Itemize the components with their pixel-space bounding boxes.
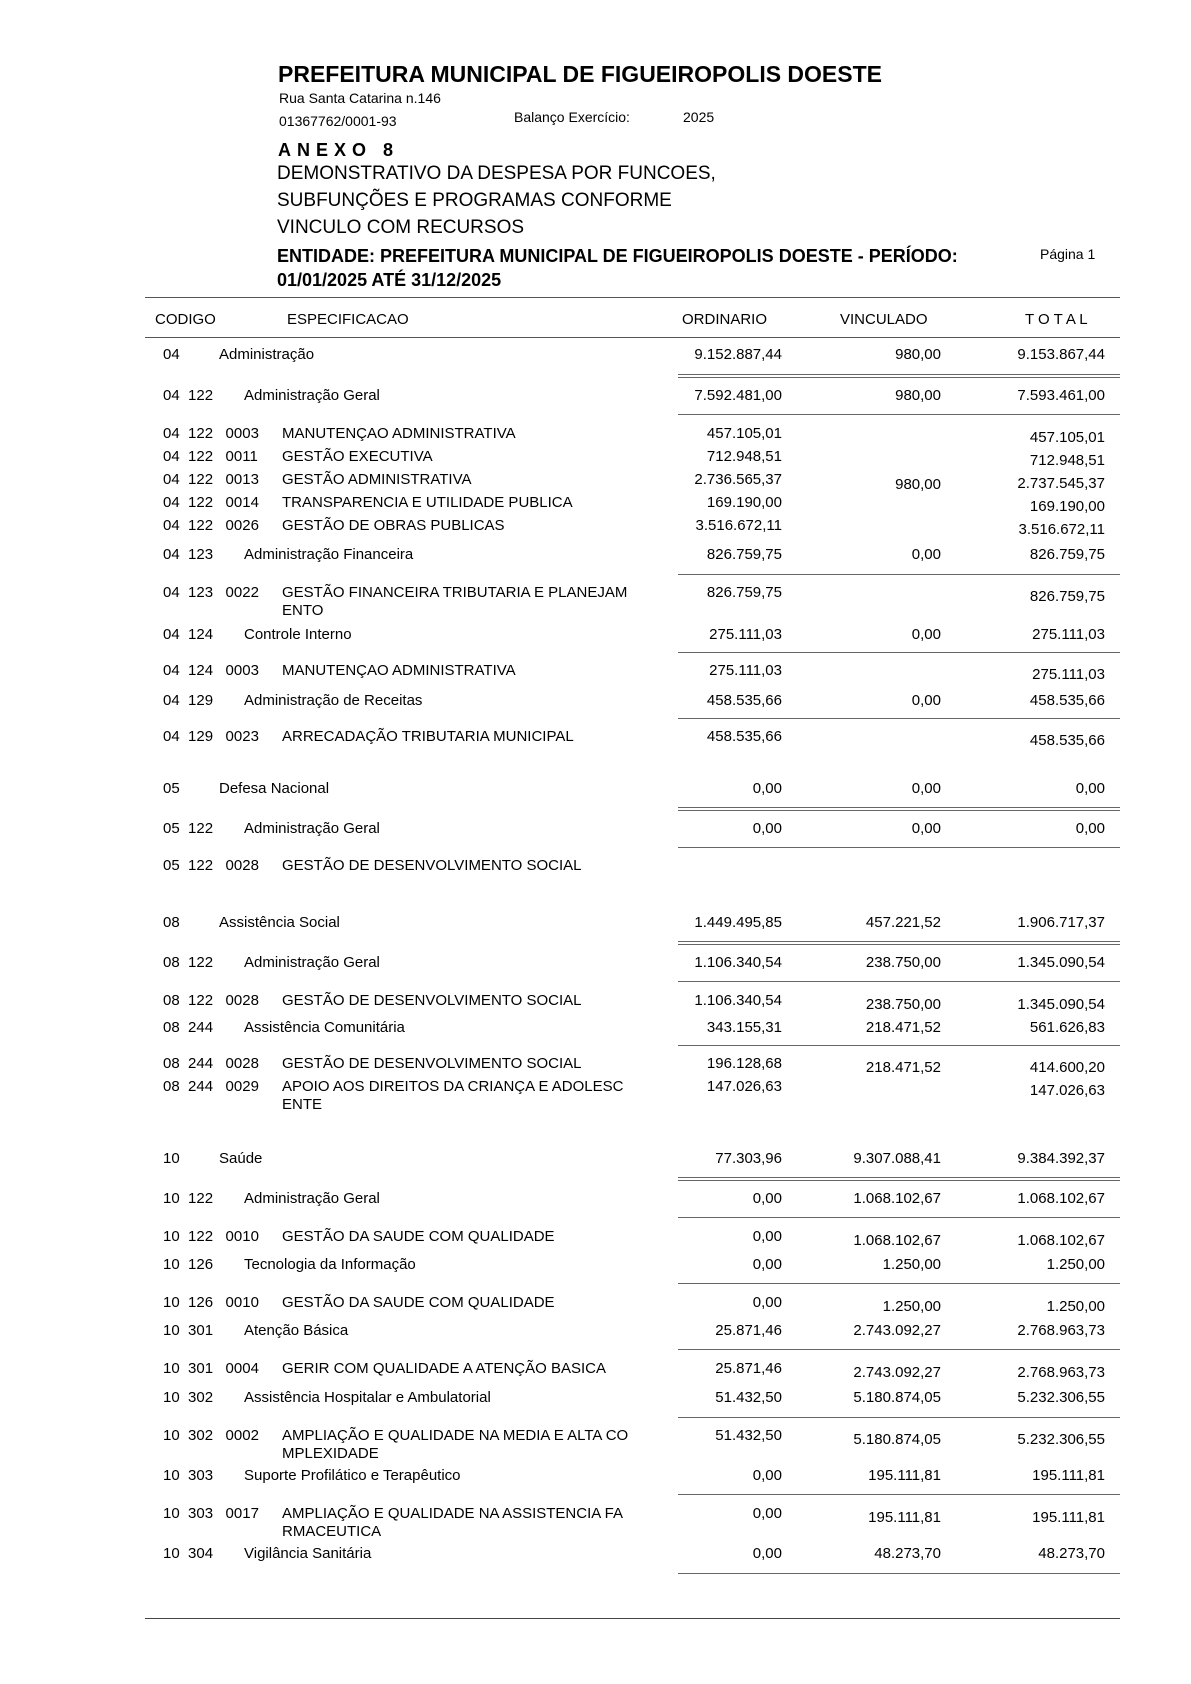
row-code: 10 126 xyxy=(163,1256,214,1273)
row-description: Suporte Profilático e Terapêutico xyxy=(244,1467,461,1484)
subfunction-row xyxy=(0,954,1191,974)
row-ordinary-value: 169.190,00 xyxy=(706,494,782,511)
row-code: 04 122 0011 xyxy=(163,448,258,465)
row-code: 10 xyxy=(163,1150,180,1167)
row-linked-value: 0,00 xyxy=(911,546,941,563)
row-ordinary-value: 9.152.887,44 xyxy=(694,346,782,363)
row-total-value: 712.948,51 xyxy=(1029,452,1105,469)
row-code: 10 302 xyxy=(163,1389,214,1406)
subfunction-row xyxy=(0,1389,1191,1409)
row-code: 10 302 0002 xyxy=(163,1427,259,1444)
row-rule xyxy=(678,1045,1120,1046)
program-row xyxy=(0,425,1191,445)
row-total-value: 0,00 xyxy=(1075,780,1105,797)
row-total-value: 3.516.672,11 xyxy=(1018,521,1105,538)
row-total-value: 275.111,03 xyxy=(1032,626,1105,643)
program-row xyxy=(0,517,1191,537)
row-rule xyxy=(678,847,1120,848)
document-title: PREFEITURA MUNICIPAL DE FIGUEIROPOLIS DOESTE xyxy=(278,61,883,87)
row-ordinary-value: 25.871,46 xyxy=(715,1360,782,1377)
row-rule xyxy=(678,1349,1120,1350)
subfunction-row xyxy=(0,1190,1191,1210)
row-rule xyxy=(678,1573,1120,1574)
row-ordinary-value: 826.759,75 xyxy=(706,546,782,563)
subfunction-row xyxy=(0,387,1191,407)
row-description: Assistência Social xyxy=(219,914,340,931)
row-total-value: 458.535,66 xyxy=(1029,692,1105,709)
row-code: 08 122 0028 xyxy=(163,992,259,1009)
row-ordinary-value: 3.516.672,11 xyxy=(695,517,782,534)
subfunction-row xyxy=(0,626,1191,646)
row-description: GESTÃO DE DESENVOLVIMENTO SOCIAL xyxy=(282,857,582,874)
row-code: 05 122 xyxy=(163,820,214,837)
program-row xyxy=(0,448,1191,468)
col-header-linked: VINCULADO xyxy=(840,311,928,328)
row-code: 10 304 xyxy=(163,1545,214,1562)
report-description-line3: VINCULO COM RECURSOS xyxy=(277,217,525,238)
row-ordinary-value: 1.106.340,54 xyxy=(694,954,782,971)
subfunction-row xyxy=(0,546,1191,566)
row-rule xyxy=(678,1494,1120,1495)
row-ordinary-value: 2.736.565,37 xyxy=(694,471,782,488)
row-ordinary-value: 1.106.340,54 xyxy=(694,992,782,1009)
row-linked-value: 218.471,52 xyxy=(865,1019,941,1036)
row-rule xyxy=(678,1217,1120,1218)
row-total-value: 1.250,00 xyxy=(1046,1256,1105,1273)
row-description: GESTÃO ADMINISTRATIVA xyxy=(282,471,472,488)
row-total-value: 1.068.102,67 xyxy=(1017,1190,1105,1207)
row-code: 08 122 xyxy=(163,954,214,971)
row-linked-value: 195.111,81 xyxy=(868,1509,941,1526)
row-linked-value: 980,00 xyxy=(895,387,941,404)
row-description: Atenção Básica xyxy=(244,1322,349,1339)
row-total-value: 1.345.090,54 xyxy=(1017,954,1105,971)
report-description-line2: SUBFUNÇÕES E PROGRAMAS CONFORME xyxy=(277,190,672,211)
row-total-value: 826.759,75 xyxy=(1029,546,1105,563)
report-description-line1: DEMONSTRATIVO DA DESPESA POR FUNCOES, xyxy=(277,163,716,184)
row-linked-value: 1.250,00 xyxy=(882,1298,941,1315)
subfunction-row xyxy=(0,1256,1191,1276)
row-rule xyxy=(678,574,1120,575)
row-ordinary-value: 0,00 xyxy=(752,780,782,797)
program-row xyxy=(0,1228,1191,1248)
row-ordinary-value: 51.432,50 xyxy=(715,1427,782,1444)
row-ordinary-value: 826.759,75 xyxy=(706,584,782,601)
program-row xyxy=(0,662,1191,682)
row-ordinary-value: 0,00 xyxy=(752,1505,782,1522)
program-row xyxy=(0,471,1191,491)
row-code: 05 122 0028 xyxy=(163,857,259,874)
row-description: GERIR COM QUALIDADE A ATENÇÃO BASICA xyxy=(282,1360,606,1377)
row-ordinary-value: 712.948,51 xyxy=(706,448,782,465)
row-total-value: 9.384.392,37 xyxy=(1017,1150,1105,1167)
row-rule xyxy=(678,652,1120,653)
annex-title: ANEXO 8 xyxy=(278,140,400,160)
row-code: 04 122 0013 xyxy=(163,471,259,488)
row-total-value: 414.600,20 xyxy=(1029,1059,1105,1076)
cnpj: 01367762/0001-93 xyxy=(279,113,397,129)
subfunction-row xyxy=(0,1019,1191,1039)
row-description: APOIO AOS DIREITOS DA CRIANÇA E ADOLESC ENTE xyxy=(282,1078,624,1113)
row-code: 04 129 xyxy=(163,692,214,709)
row-ordinary-value: 0,00 xyxy=(752,1545,782,1562)
row-code: 10 303 xyxy=(163,1467,214,1484)
program-row xyxy=(0,1055,1191,1075)
entity-period: 01/01/2025 ATÉ 31/12/2025 xyxy=(277,270,502,290)
row-linked-value: 0,00 xyxy=(911,820,941,837)
row-description: GESTÃO DE DESENVOLVIMENTO SOCIAL xyxy=(282,1055,582,1072)
row-code: 08 xyxy=(163,914,180,931)
subfunction-row xyxy=(0,692,1191,712)
subfunction-row xyxy=(0,1322,1191,1342)
col-header-code: CODIGO xyxy=(155,311,216,328)
row-ordinary-value: 77.303,96 xyxy=(715,1150,782,1167)
row-rule xyxy=(678,414,1120,415)
row-description: Tecnologia da Informação xyxy=(244,1256,416,1273)
row-description: MANUTENÇAO ADMINISTRATIVA xyxy=(282,662,516,679)
row-description: GESTÃO DA SAUDE COM QUALIDADE xyxy=(282,1228,555,1245)
header-rule-bottom xyxy=(145,337,1120,338)
row-description: Administração Geral xyxy=(244,387,380,404)
row-description: GESTÃO DA SAUDE COM QUALIDADE xyxy=(282,1294,555,1311)
row-code: 04 124 0003 xyxy=(163,662,259,679)
row-rule xyxy=(678,1417,1120,1418)
row-total-value: 195.111,81 xyxy=(1032,1509,1105,1526)
row-description: GESTÃO EXECUTIVA xyxy=(282,448,433,465)
row-description: Assistência Comunitária xyxy=(244,1019,405,1036)
row-rule xyxy=(678,374,1120,378)
row-ordinary-value: 0,00 xyxy=(752,1467,782,1484)
row-linked-value: 238.750,00 xyxy=(865,996,941,1013)
col-header-spec: ESPECIFICACAO xyxy=(287,311,409,328)
row-ordinary-value: 0,00 xyxy=(752,1256,782,1273)
row-description: Administração Geral xyxy=(244,820,380,837)
row-ordinary-value: 196.128,68 xyxy=(706,1055,782,1072)
row-code: 10 122 xyxy=(163,1190,214,1207)
row-code: 08 244 0028 xyxy=(163,1055,259,1072)
function-row xyxy=(0,1150,1191,1170)
program-row xyxy=(0,1505,1191,1540)
row-total-value: 1.250,00 xyxy=(1046,1298,1105,1315)
row-description: Vigilância Sanitária xyxy=(244,1545,372,1562)
row-ordinary-value: 0,00 xyxy=(752,1190,782,1207)
row-total-value: 1.345.090,54 xyxy=(1017,996,1105,1013)
row-rule xyxy=(678,941,1120,945)
program-row xyxy=(0,728,1191,748)
row-ordinary-value: 275.111,03 xyxy=(709,662,782,679)
row-total-value: 195.111,81 xyxy=(1032,1467,1105,1484)
row-ordinary-value: 147.026,63 xyxy=(706,1078,782,1095)
subfunction-row xyxy=(0,820,1191,840)
row-rule xyxy=(678,807,1120,811)
row-code: 10 301 0004 xyxy=(163,1360,259,1377)
balance-year: 2025 xyxy=(683,109,715,125)
row-code: 05 xyxy=(163,780,180,797)
row-description: Administração Geral xyxy=(244,1190,380,1207)
program-row xyxy=(0,494,1191,514)
footer-rule xyxy=(145,1618,1120,1619)
row-description: Administração xyxy=(219,346,315,363)
row-description: Administração de Receitas xyxy=(244,692,423,709)
row-rule xyxy=(678,1283,1120,1284)
row-ordinary-value: 457.105,01 xyxy=(706,425,782,442)
row-ordinary-value: 7.592.481,00 xyxy=(694,387,782,404)
program-row xyxy=(0,584,1191,619)
program-row xyxy=(0,1294,1191,1314)
row-linked-value: 2.743.092,27 xyxy=(853,1322,941,1339)
row-linked-value: 0,00 xyxy=(911,626,941,643)
row-description: ARRECADAÇÃO TRIBUTARIA MUNICIPAL xyxy=(282,728,574,745)
row-total-value: 7.593.461,00 xyxy=(1017,387,1105,404)
row-description: Administração Financeira xyxy=(244,546,414,563)
row-ordinary-value: 0,00 xyxy=(752,1228,782,1245)
row-total-value: 458.535,66 xyxy=(1029,732,1105,749)
row-linked-value: 48.273,70 xyxy=(874,1545,941,1562)
row-code: 04 123 0022 xyxy=(163,584,259,601)
row-linked-value: 1.068.102,67 xyxy=(853,1232,941,1249)
page-number: Página 1 xyxy=(1040,246,1096,262)
row-rule xyxy=(678,718,1120,719)
row-code: 08 244 xyxy=(163,1019,214,1036)
row-ordinary-value: 1.449.495,85 xyxy=(694,914,782,931)
row-ordinary-value: 51.432,50 xyxy=(715,1389,782,1406)
row-linked-value: 195.111,81 xyxy=(868,1467,941,1484)
balance-label: Balanço Exercício: xyxy=(514,109,630,125)
row-code: 04 124 xyxy=(163,626,214,643)
entity-line1: ENTIDADE: PREFEITURA MUNICIPAL DE FIGUEIROPOLIS DOESTE - PERÍODO: xyxy=(277,246,958,266)
row-linked-value: 218.471,52 xyxy=(865,1059,941,1076)
row-ordinary-value: 25.871,46 xyxy=(715,1322,782,1339)
row-total-value: 826.759,75 xyxy=(1029,588,1105,605)
row-description: Assistência Hospitalar e Ambulatorial xyxy=(244,1389,491,1406)
row-code: 04 xyxy=(163,346,180,363)
row-description: GESTÃO FINANCEIRA TRIBUTARIA E PLANEJAM ENTO xyxy=(282,584,628,619)
row-ordinary-value: 458.535,66 xyxy=(706,692,782,709)
function-row xyxy=(0,914,1191,934)
row-total-value: 561.626,83 xyxy=(1029,1019,1105,1036)
function-row xyxy=(0,346,1191,366)
row-total-value: 0,00 xyxy=(1075,820,1105,837)
row-ordinary-value: 275.111,03 xyxy=(709,626,782,643)
row-linked-value: 980,00 xyxy=(895,476,941,493)
row-linked-value: 457.221,52 xyxy=(865,914,941,931)
row-description: AMPLIAÇÃO E QUALIDADE NA ASSISTENCIA FA RMACEUTICA xyxy=(282,1505,623,1540)
col-header-total: T O T A L xyxy=(1025,311,1088,328)
row-linked-value: 238.750,00 xyxy=(865,954,941,971)
row-linked-value: 980,00 xyxy=(895,346,941,363)
row-ordinary-value: 0,00 xyxy=(752,1294,782,1311)
row-description: Controle Interno xyxy=(244,626,352,643)
row-code: 10 301 xyxy=(163,1322,214,1339)
row-ordinary-value: 0,00 xyxy=(752,820,782,837)
row-total-value: 2.768.963,73 xyxy=(1017,1364,1105,1381)
row-linked-value: 5.180.874,05 xyxy=(853,1431,941,1448)
row-code: 10 303 0017 xyxy=(163,1505,259,1522)
program-row xyxy=(0,857,1191,877)
program-row xyxy=(0,1360,1191,1380)
row-code: 04 123 xyxy=(163,546,214,563)
row-description: AMPLIAÇÃO E QUALIDADE NA MEDIA E ALTA CO MPLEXIDADE xyxy=(282,1427,629,1462)
address: Rua Santa Catarina n.146 xyxy=(279,90,441,106)
row-ordinary-value: 343.155,31 xyxy=(706,1019,782,1036)
row-rule xyxy=(678,981,1120,982)
row-linked-value: 1.068.102,67 xyxy=(853,1190,941,1207)
row-total-value: 2.737.545,37 xyxy=(1017,475,1105,492)
row-code: 10 126 0010 xyxy=(163,1294,259,1311)
row-total-value: 169.190,00 xyxy=(1029,498,1105,515)
row-code: 08 244 0029 xyxy=(163,1078,259,1095)
row-description: TRANSPARENCIA E UTILIDADE PUBLICA xyxy=(282,494,573,511)
row-total-value: 1.906.717,37 xyxy=(1017,914,1105,931)
row-linked-value: 0,00 xyxy=(911,780,941,797)
subfunction-row xyxy=(0,1545,1191,1565)
program-row xyxy=(0,1427,1191,1462)
row-total-value: 2.768.963,73 xyxy=(1017,1322,1105,1339)
row-linked-value: 0,00 xyxy=(911,692,941,709)
row-total-value: 9.153.867,44 xyxy=(1017,346,1105,363)
row-linked-value: 9.307.088,41 xyxy=(853,1150,941,1167)
row-rule xyxy=(678,1177,1120,1181)
row-code: 04 129 0023 xyxy=(163,728,259,745)
row-total-value: 5.232.306,55 xyxy=(1017,1431,1105,1448)
row-total-value: 1.068.102,67 xyxy=(1017,1232,1105,1249)
row-linked-value: 5.180.874,05 xyxy=(853,1389,941,1406)
row-linked-value: 1.250,00 xyxy=(882,1256,941,1273)
row-total-value: 457.105,01 xyxy=(1029,429,1105,446)
function-row xyxy=(0,780,1191,800)
row-description: MANUTENÇAO ADMINISTRATIVA xyxy=(282,425,516,442)
program-row xyxy=(0,992,1191,1012)
row-description: Saúde xyxy=(219,1150,263,1167)
col-header-ordinary: ORDINARIO xyxy=(682,311,768,328)
row-description: Defesa Nacional xyxy=(219,780,330,797)
row-code: 10 122 0010 xyxy=(163,1228,259,1245)
row-ordinary-value: 458.535,66 xyxy=(706,728,782,745)
row-code: 04 122 xyxy=(163,387,214,404)
row-code: 04 122 0026 xyxy=(163,517,259,534)
row-total-value: 48.273,70 xyxy=(1038,1545,1105,1562)
row-code: 04 122 0003 xyxy=(163,425,259,442)
row-description: GESTÃO DE DESENVOLVIMENTO SOCIAL xyxy=(282,992,582,1009)
program-row xyxy=(0,1078,1191,1113)
header-rule-top xyxy=(145,297,1120,298)
subfunction-row xyxy=(0,1467,1191,1487)
row-total-value: 275.111,03 xyxy=(1032,666,1105,683)
row-linked-value: 2.743.092,27 xyxy=(853,1364,941,1381)
row-total-value: 5.232.306,55 xyxy=(1017,1389,1105,1406)
row-code: 04 122 0014 xyxy=(163,494,259,511)
row-description: GESTÃO DE OBRAS PUBLICAS xyxy=(282,517,505,534)
row-total-value: 147.026,63 xyxy=(1029,1082,1105,1099)
row-description: Administração Geral xyxy=(244,954,380,971)
